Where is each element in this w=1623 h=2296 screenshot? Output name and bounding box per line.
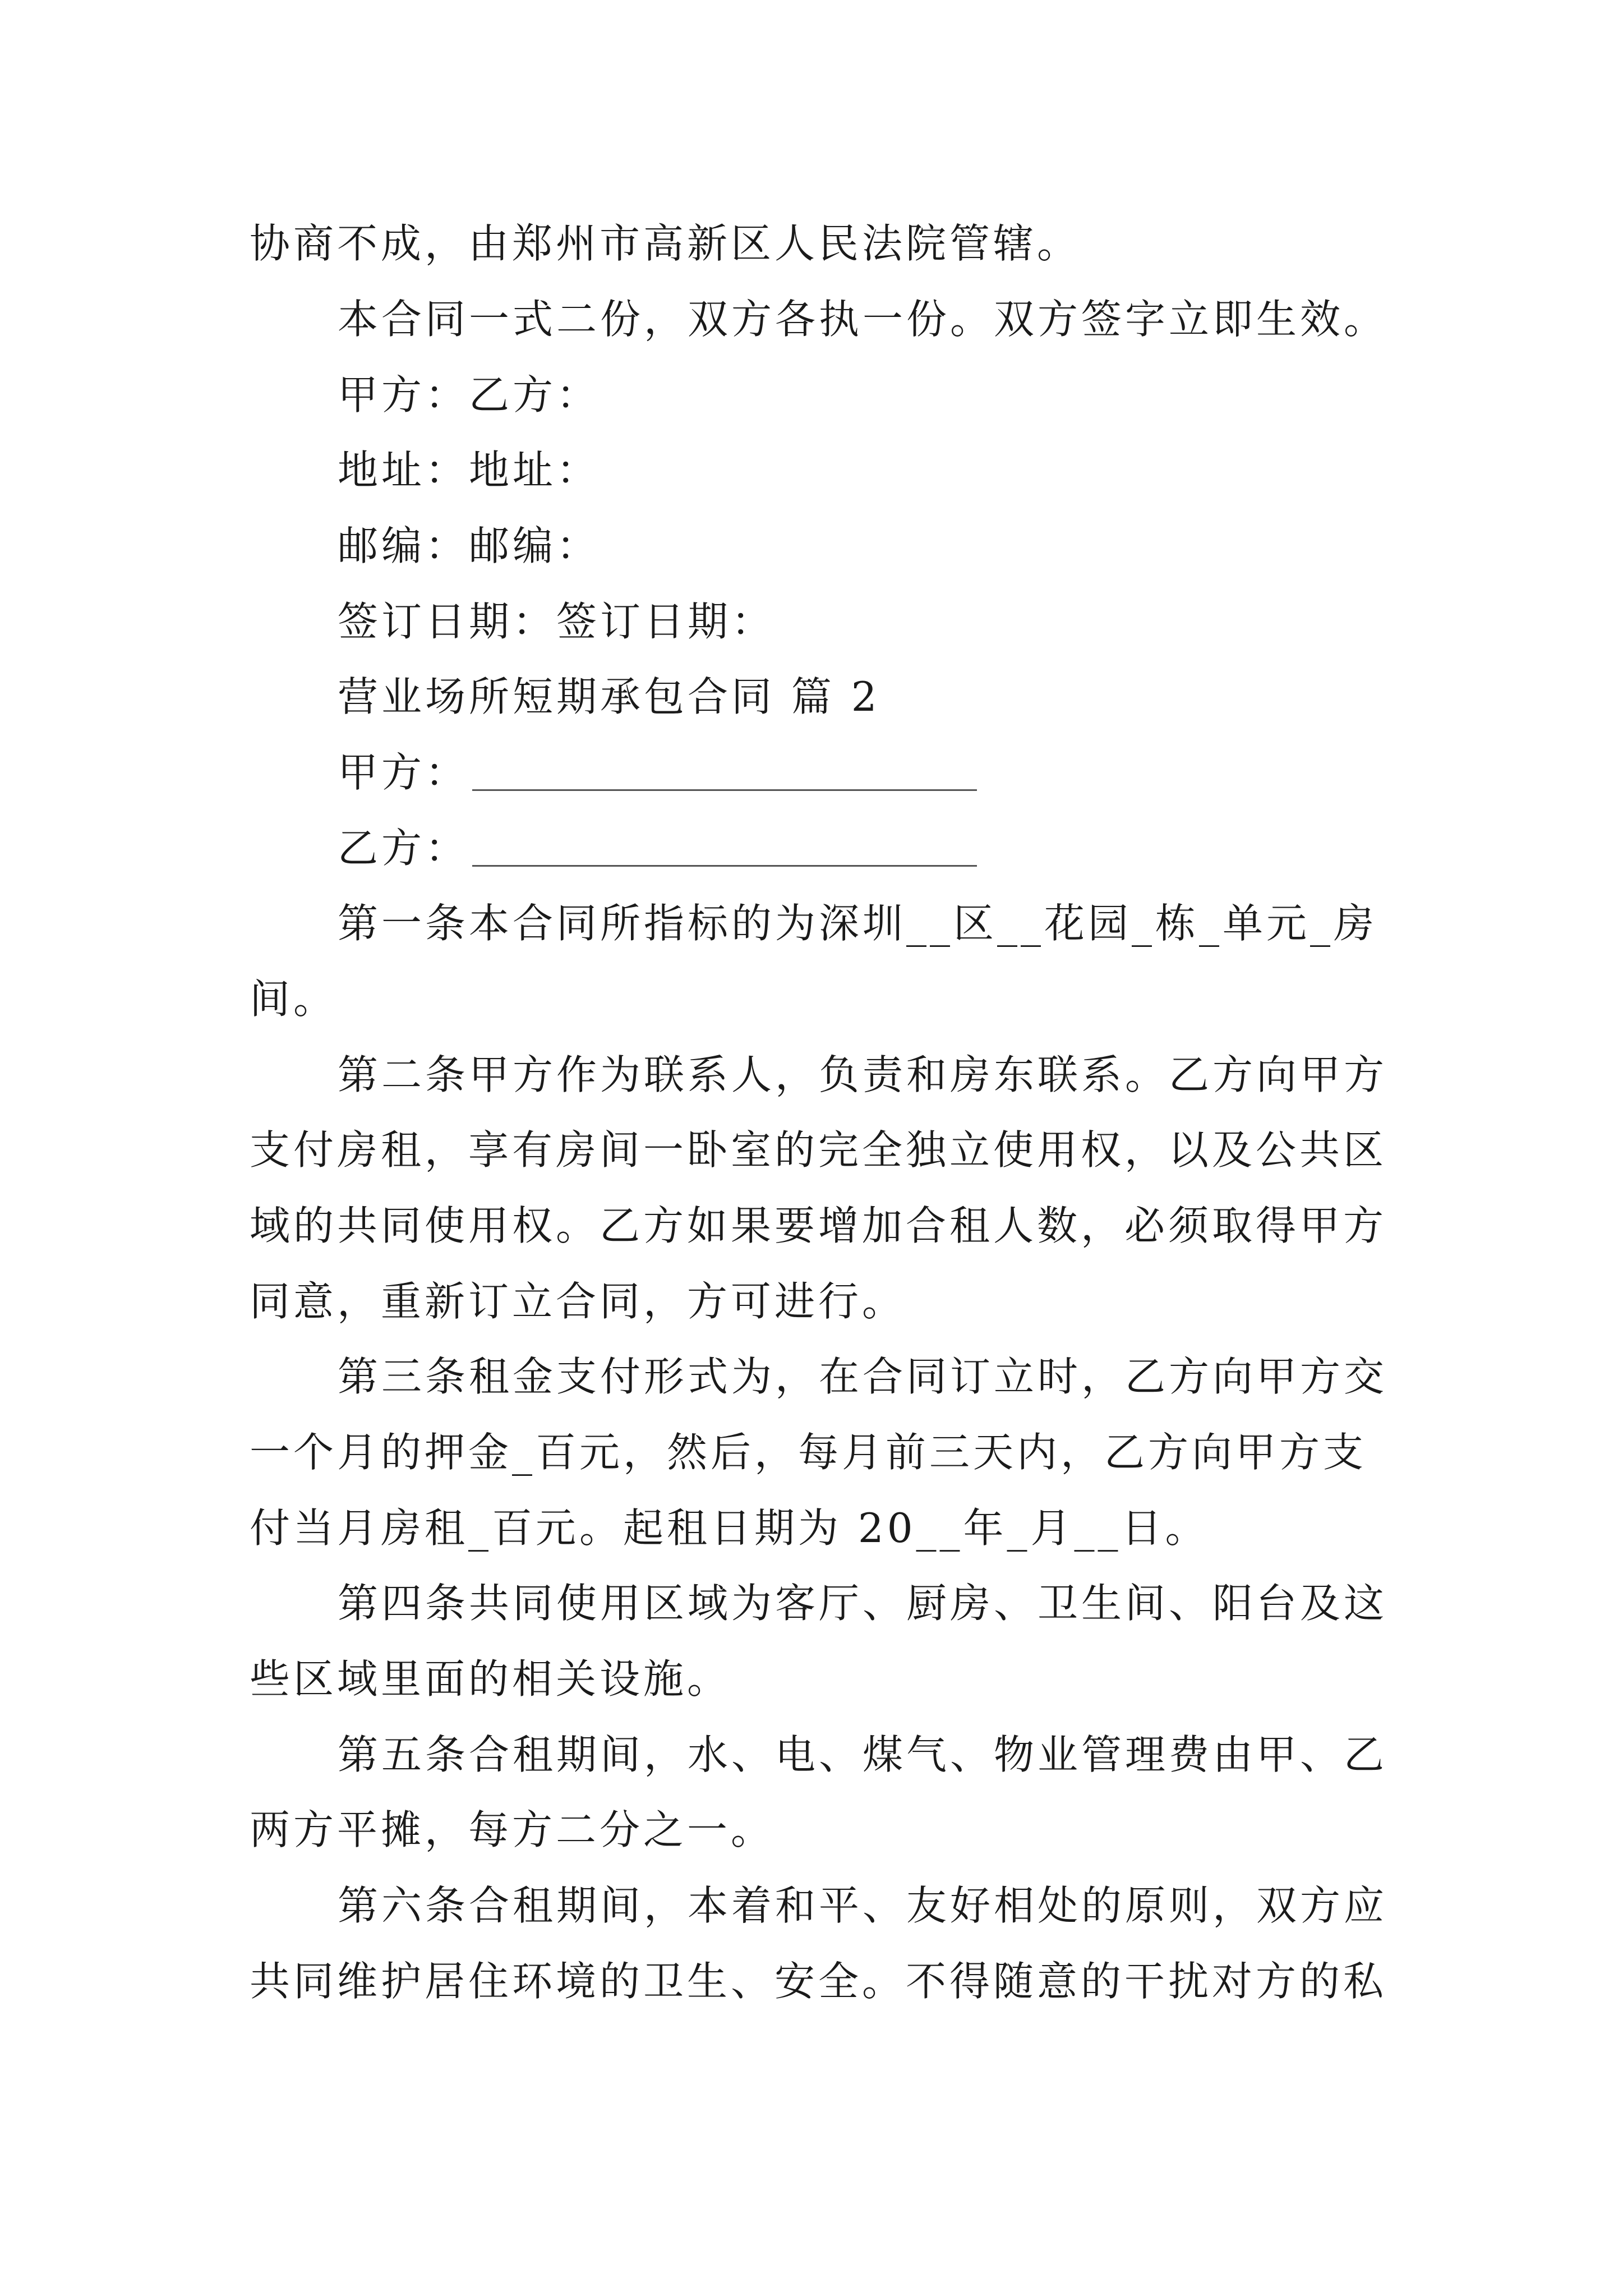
section-heading: 营业场所短期承包合同 篇 2 <box>338 673 880 720</box>
text-line: 第六条合租期间，本着和平、友好相处的原则，双方应 <box>338 1882 1388 1929</box>
text-line: 付当月房租_百元。起租日期为 20__年_月__日。 <box>250 1504 1209 1552</box>
text-line: 同意，重新订立合同，方可进行。 <box>250 1278 906 1325</box>
text-line: 协商不成，由郑州市高新区人民法院管辖。 <box>250 220 1081 267</box>
party-b-blank <box>472 864 977 867</box>
party-a-blank <box>472 789 977 791</box>
text-line: 地址：地址： <box>338 447 601 494</box>
text-line: 邮编：邮编： <box>338 522 601 569</box>
text-line: 本合同一式二份，双方各执一份。双方签字立即生效。 <box>338 296 1388 343</box>
party-a-label: 甲方： <box>338 749 469 796</box>
text-line: 第一条本合同所指标的为深圳__区__花园_栋_单元_房 <box>338 900 1378 947</box>
text-line: 一个月的押金_百元，然后，每月前三天内，乙方向甲方支 <box>250 1429 1367 1476</box>
text-line: 签订日期：签订日期： <box>338 598 776 645</box>
party-a-line <box>338 749 977 796</box>
text-line: 间。 <box>250 976 338 1023</box>
text-line: 第二条甲方作为联系人，负责和房东联系。乙方向甲方 <box>338 1051 1388 1098</box>
party-b-line <box>338 825 977 872</box>
text-line: 第五条合租期间，水、电、煤气、物业管理费由甲、乙 <box>338 1731 1388 1778</box>
text-line: 共同维护居住环境的卫生、安全。不得随意的干扰对方的私 <box>250 1958 1387 2005</box>
text-line: 些区域里面的相关设施。 <box>250 1655 731 1703</box>
text-line: 域的共同使用权。乙方如果要增加合租人数，必须取得甲方 <box>250 1202 1387 1249</box>
text-line: 第四条共同使用区域为客厅、厨房、卫生间、阳台及这 <box>338 1580 1388 1627</box>
party-b-label: 乙方： <box>338 825 469 872</box>
text-line: 两方平摊，每方二分之一。 <box>250 1806 775 1853</box>
text-line: 甲方：乙方： <box>338 371 601 418</box>
text-line: 第三条租金支付形式为，在合同订立时，乙方向甲方交 <box>338 1353 1388 1400</box>
text-line: 支付房租，享有房间一卧室的完全独立使用权，以及公共区 <box>250 1126 1387 1174</box>
